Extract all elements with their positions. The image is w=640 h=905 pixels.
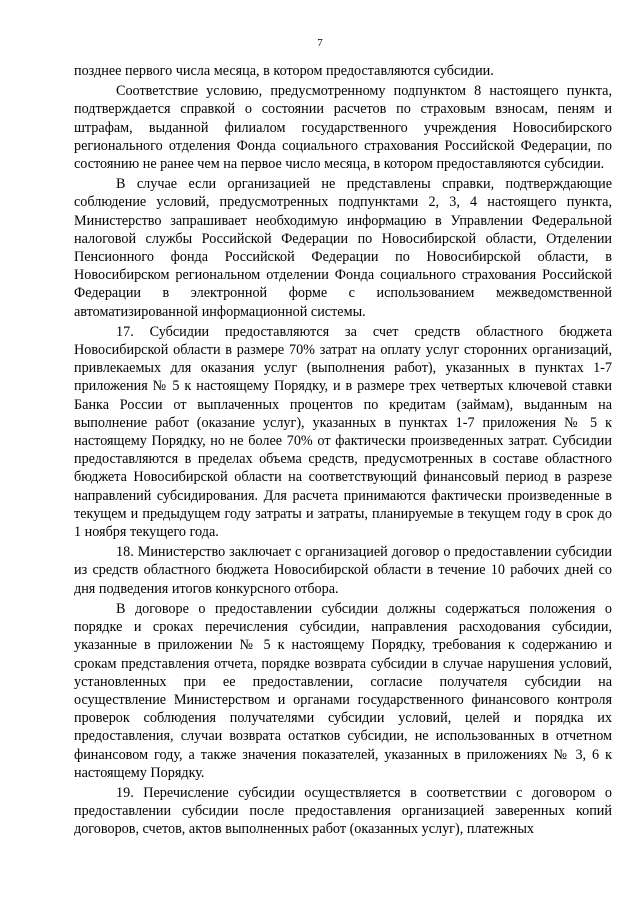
paragraph-item-18: 18. Министерство заключает с организацией договор о предоставлении субсидии из средств областного бюджета Новосибирской области в течение 10 рабочих дней со дня подведения итогов конкурсного отбора. xyxy=(74,544,612,597)
paragraph-item-17: 17. Субсидии предоставляются за счет средств областного бюджета Новосибирской области в размере 70% затрат на оплату услуг сторонних организаций, привлекаемых для оказания услуг (выполнения работ), указанных в пунктах 1-7 приложения № 5 к настоящему Порядку, и в размере трех четвертых ключевой ставки Банка России от выплаченных процентов по кредитам (займам), выданным на выполнение работ (оказание услуг), указанных в пунктах 1-7 приложения № 5 к настоящему Порядку, но не более 70% от фактически произведенных затрат. Субсидии предоставляются в пределах объема средств, предусмотренных в составе областного бюджета Новосибирской области на соответствующий финансовый период в разрезе направлений субсидирования. Для расчета принимаются фактически произведенные в текущем и предыдущем году затраты и затраты, планируемые в текущем году в срок до 1 ноября текущего года. xyxy=(74,323,612,541)
document-body xyxy=(74,62,612,839)
page-number: 7 xyxy=(317,37,323,49)
paragraph-ministry-request: В случае если организацией не представлены справки, подтверждающие соблюдение условий, предусмотренных подпунктами 2, 3, 4 настоящего пункта, Министерство запрашивает необходимую информацию в Управлении Федеральной налоговой службы Российской Федерации по Новосибирской области, Отделении Пенсионного фонда Российской Федерации по Новосибирской области, в Новосибирском региональном отделении Фонда социального страхования Российской Федерации в электронной форме с использованием межведомственной автоматизированной информационной системы. xyxy=(74,176,612,320)
paragraph-item-19: 19. Перечисление субсидии осуществляется в соответствии с договором о предоставлении субсидии после предоставления организацией заверенных копий договоров, счетов, актов выполненных работ (оказанных услуг), платежных xyxy=(74,784,612,838)
paragraph-compliance-certificate: Соответствие условию, предусмотренному подпунктом 8 настоящего пункта, подтверждается справкой о состоянии расчетов по страховым взносам, пеням и штрафам, выданной филиалом государственного учреждения Новосибирского регионального отделения Фонда социального страхования Российской Федерации, по состоянию не ранее чем на первое число месяца, в котором предоставляются субсидии. xyxy=(74,83,612,173)
paragraph-agreement-terms: В договоре о предоставлении субсидии должны содержаться положения о порядке и сроках перечисления субсидии, направления расходования субсидии, указанные в приложении № 5 к настоящему Порядку, требования к содержанию и срокам представления отчета, порядке возврата субсидии в случае нарушения условий, установленных при ее предоставлении, согласие получателя субсидии на осуществление Министерством и органами государственного финансового контроля проверок соблюдения получателями субсидии условий, целей и порядка их предоставления, случаи возврата остатков субсидии, не использованных в отчетном финансовом году, а также значения показателей, указанных в приложениях № 3, 6 к настоящему Порядку. xyxy=(74,600,612,781)
paragraph-continuation: позднее первого числа месяца, в котором предоставляются субсидии. xyxy=(74,63,494,79)
